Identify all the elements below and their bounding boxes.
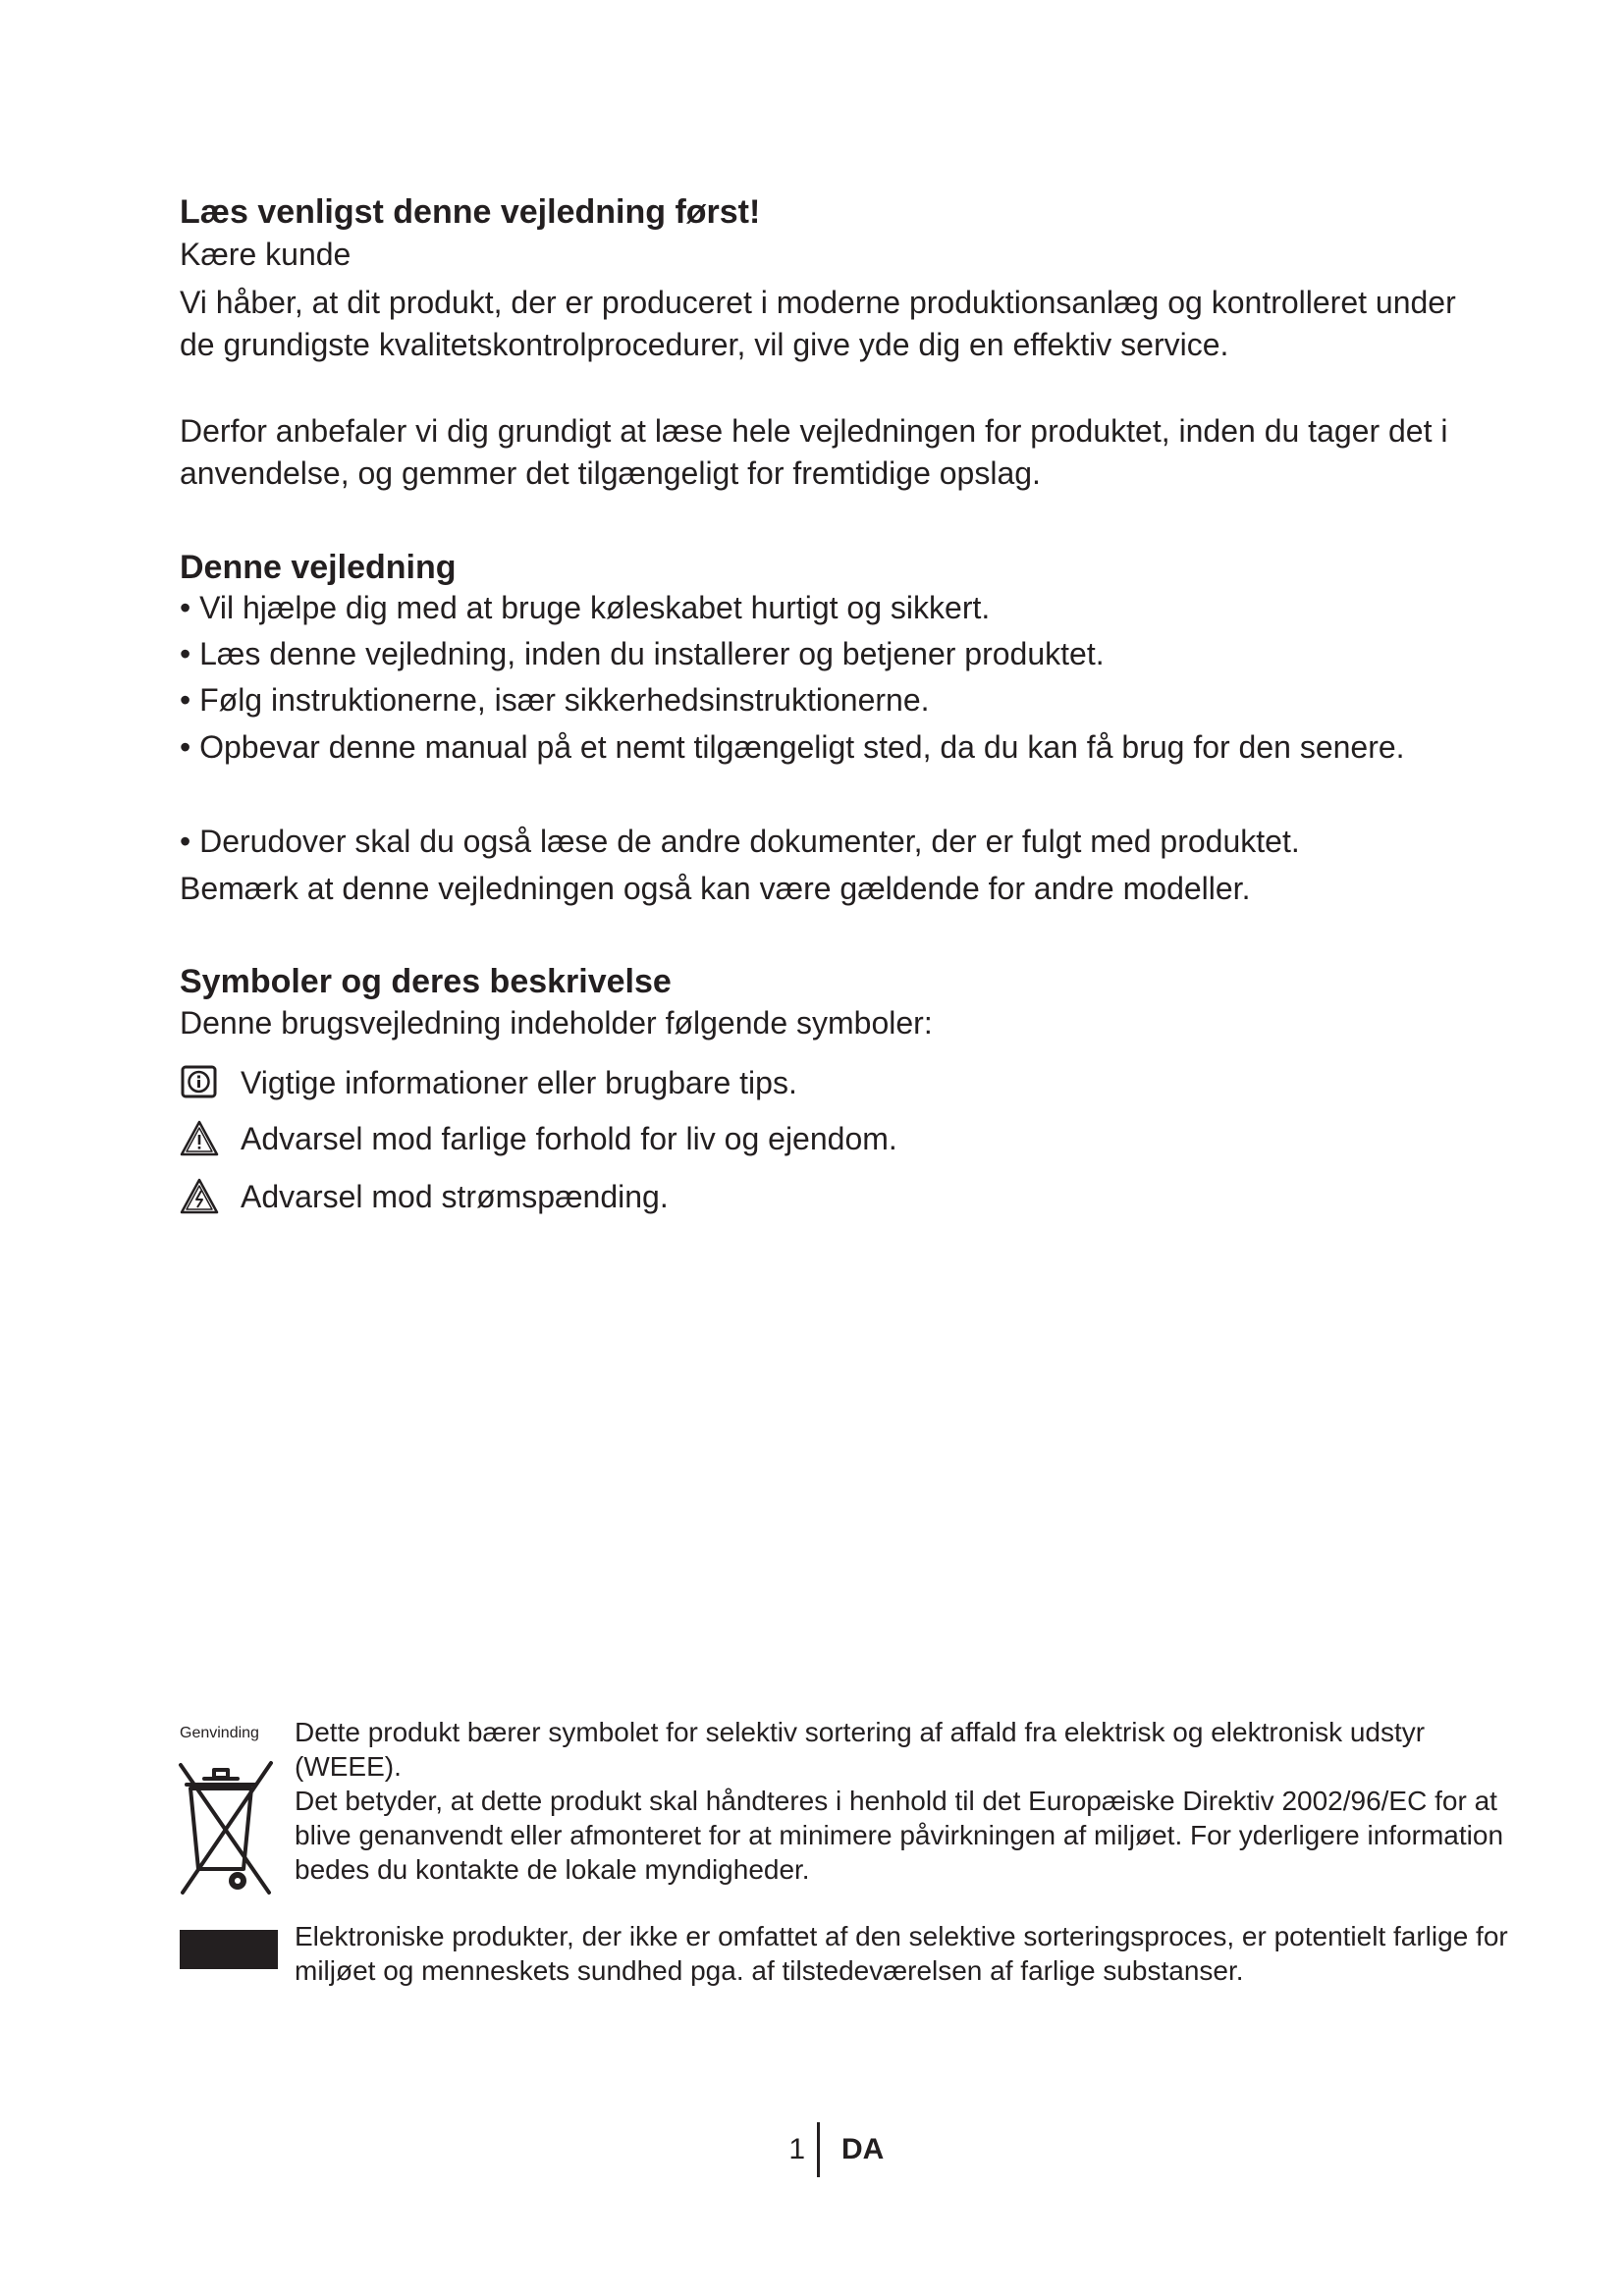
guide-bullet: • Læs denne vejledning, inden du installerer og betjener produktet. <box>180 636 1105 671</box>
greeting: Kære kunde <box>180 237 352 272</box>
language-code: DA <box>841 2133 885 2165</box>
recycling-paragraph-2: Det betyder, at dette produkt skal håndteres i henhold til det Europæiske Direktiv 2002/96/EC for at blive genanvendt eller afmonteret for at minimere påvirkningen af miljøet. For yderligere information bedes du kontakte de lokale myndigheder. <box>295 1786 1504 1885</box>
recycling-label: Genvinding <box>180 1725 259 1741</box>
recycling-paragraph-1: Dette produkt bærer symbolet for selektiv sortering af affald fra elektrisk og elektronisk udstyr (WEEE). <box>295 1717 1426 1782</box>
symbols-heading: Symboler og deres beskrivelse <box>180 963 672 1000</box>
guide-bullet: • Følg instruktionerne, især sikkerhedsinstruktionerne. <box>180 682 930 718</box>
guide-heading: Denne vejledning <box>180 549 457 586</box>
guide-bullet: • Vil hjælpe dig med at bruge køleskabet hurtigt og sikkert. <box>180 590 991 625</box>
symbol-item-electric <box>180 1174 669 1219</box>
intro-paragraph-2: Derfor anbefaler vi dig grundigt at læse hele vejledningen for produktet, inden du tager det i anvendelse, og gemmer det tilgængeligt for fremtidige opslag. <box>180 413 1448 491</box>
warning-icon <box>180 1119 219 1158</box>
symbol-item-warning <box>180 1116 897 1161</box>
intro-heading: Læs venligst denne vejledning først! <box>180 193 761 231</box>
electric-warning-icon <box>180 1177 219 1216</box>
symbols-intro: Denne brugsvejledning indeholder følgende symboler: <box>180 1005 933 1041</box>
recycling-paragraph-3: Elektroniske produkter, der ikke er omfattet af den selektive sorteringsproces, er potentielt farlige for miljøet og menneskets sundhed pga. af tilstedeværelsen af farlige substanser. <box>295 1921 1508 1986</box>
weee-black-bar <box>180 1930 278 1969</box>
guide-bullet: • Derudover skal du også læse de andre dokumenter, der er fulgt med produktet. <box>180 824 1300 859</box>
guide-bullet: • Opbevar denne manual på et nemt tilgængeligt sted, da du kan få brug for den senere. <box>180 729 1405 765</box>
symbol-item-text: Advarsel mod strømspænding. <box>241 1178 669 1214</box>
guide-note: Bemærk at denne vejledningen også kan være gældende for andre modeller. <box>180 871 1251 906</box>
footer-divider <box>817 2122 820 2177</box>
symbol-item-info <box>180 1060 797 1105</box>
symbol-item-text: Advarsel mod farlige forhold for liv og ejendom. <box>241 1120 897 1156</box>
page-number: 1 <box>788 2133 805 2165</box>
page-footer <box>776 2122 884 2177</box>
intro-paragraph-1: Vi håber, at dit produkt, der er produceret i moderne produktionsanlæg og kontrolleret under de grundigste kvalitetskontrolprocedurer, vil give yde dig en effektiv service. <box>180 285 1456 362</box>
info-icon <box>180 1063 219 1102</box>
symbol-item-text: Vigtige informationer eller brugbare tips. <box>241 1064 797 1100</box>
weee-crossed-bin-icon <box>177 1755 281 1912</box>
